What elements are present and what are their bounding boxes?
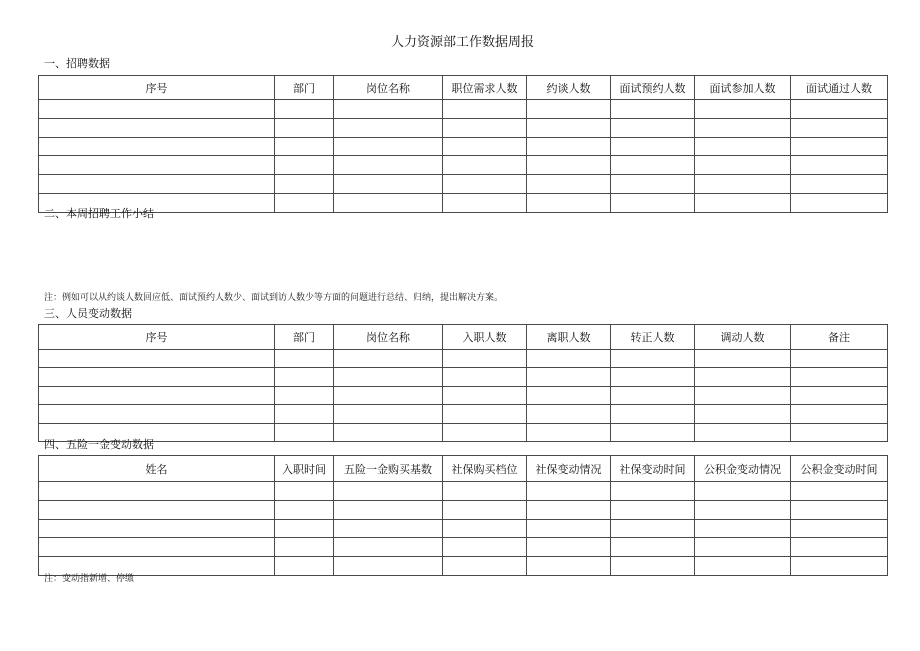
- personnel-table-cell: [527, 350, 611, 368]
- personnel-table-cell: [791, 423, 888, 441]
- insurance-table-cell: [275, 538, 334, 557]
- header-interview-attended: 面试参加人数: [695, 76, 791, 100]
- recruitment-table-cell: [791, 193, 888, 212]
- recruitment-table-row: [39, 175, 888, 194]
- recruitment-table: [38, 75, 888, 213]
- recruitment-table-cell: [275, 175, 334, 194]
- recruitment-table-cell: [39, 175, 275, 194]
- insurance-table-cell: [443, 557, 527, 576]
- header-transferred-count: 调动人数: [695, 325, 791, 350]
- recruitment-table-cell: [611, 137, 695, 156]
- recruitment-table-cell: [695, 118, 791, 137]
- insurance-table-row: [39, 500, 888, 519]
- recruitment-table-cell: [39, 137, 275, 156]
- personnel-table-cell: [695, 405, 791, 423]
- personnel-change-table: [38, 324, 888, 442]
- personnel-table-cell: [695, 350, 791, 368]
- insurance-table-cell: [695, 500, 791, 519]
- personnel-table-cell: [695, 423, 791, 441]
- personnel-table-cell: [695, 386, 791, 404]
- personnel-table-cell: [39, 386, 275, 404]
- insurance-table-cell: [527, 557, 611, 576]
- insurance-table-row: [39, 519, 888, 538]
- recruitment-table-cell: [791, 156, 888, 175]
- summary-writing-area: [38, 224, 887, 288]
- header-hire-date: 入职时间: [275, 456, 334, 482]
- personnel-table-cell: [275, 423, 334, 441]
- recruitment-table-cell: [334, 156, 443, 175]
- header-interview-scheduled: 面试预约人数: [611, 76, 695, 100]
- recruitment-table-cell: [275, 193, 334, 212]
- personnel-table-cell: [275, 386, 334, 404]
- personnel-table-cell: [334, 423, 443, 441]
- header-insurance-base: 五险一金购买基数: [334, 456, 443, 482]
- recruitment-table-row: [39, 156, 888, 175]
- document-title: 人力资源部工作数据周报: [390, 35, 534, 50]
- insurance-table-cell: [275, 519, 334, 538]
- header-housing-fund-change-date: 公积金变动时间: [791, 456, 888, 482]
- insurance-header-row: [39, 456, 888, 482]
- section-insurance-label: 四、五险一金变动数据: [44, 439, 154, 451]
- insurance-table-cell: [791, 538, 888, 557]
- recruitment-table-cell: [611, 175, 695, 194]
- header-social-security-change: 社保变动情况: [527, 456, 611, 482]
- insurance-table-cell: [39, 482, 275, 501]
- recruitment-table-cell: [334, 175, 443, 194]
- insurance-table-cell: [611, 500, 695, 519]
- section-recruitment-label: 一、招聘数据: [44, 58, 110, 70]
- personnel-table-cell: [39, 368, 275, 386]
- recruitment-header-row: [39, 76, 888, 100]
- personnel-table-cell: [791, 386, 888, 404]
- header-department: 部门: [275, 325, 334, 350]
- recruitment-table-cell: [39, 100, 275, 119]
- header-social-security-change-date: 社保变动时间: [611, 456, 695, 482]
- header-regularized-count: 转正人数: [611, 325, 695, 350]
- recruitment-table-cell: [275, 100, 334, 119]
- personnel-table-cell: [334, 386, 443, 404]
- recruitment-table-cell: [527, 175, 611, 194]
- recruitment-table-cell: [527, 156, 611, 175]
- recruitment-table-cell: [791, 100, 888, 119]
- recruitment-table-cell: [39, 118, 275, 137]
- recruitment-table-row: [39, 100, 888, 119]
- personnel-table-row: [39, 423, 888, 441]
- recruitment-table-cell: [443, 100, 527, 119]
- personnel-table-cell: [527, 386, 611, 404]
- recruitment-table-cell: [695, 193, 791, 212]
- personnel-table-cell: [334, 368, 443, 386]
- personnel-table-cell: [334, 405, 443, 423]
- insurance-table-cell: [275, 500, 334, 519]
- personnel-table-cell: [527, 423, 611, 441]
- insurance-table-cell: [791, 500, 888, 519]
- header-resigned-count: 离职人数: [527, 325, 611, 350]
- recruitment-table-cell: [695, 137, 791, 156]
- recruitment-table-cell: [791, 118, 888, 137]
- header-hired-count: 入职人数: [443, 325, 527, 350]
- recruitment-table-cell: [275, 137, 334, 156]
- recruitment-table-cell: [527, 118, 611, 137]
- insurance-table-cell: [611, 482, 695, 501]
- recruitment-table-cell: [39, 156, 275, 175]
- recruitment-table-cell: [791, 175, 888, 194]
- personnel-table-cell: [334, 350, 443, 368]
- personnel-table-cell: [611, 350, 695, 368]
- insurance-table-row: [39, 557, 888, 576]
- insurance-table-cell: [443, 500, 527, 519]
- insurance-table-cell: [695, 538, 791, 557]
- recruitment-table-cell: [275, 156, 334, 175]
- recruitment-table-cell: [611, 100, 695, 119]
- personnel-table-cell: [527, 368, 611, 386]
- recruitment-table-cell: [443, 193, 527, 212]
- insurance-table-cell: [695, 557, 791, 576]
- personnel-table-cell: [275, 350, 334, 368]
- insurance-table-cell: [695, 519, 791, 538]
- personnel-table-cell: [791, 405, 888, 423]
- personnel-table-cell: [611, 386, 695, 404]
- header-position-name: 岗位名称: [334, 76, 443, 100]
- personnel-table-cell: [791, 350, 888, 368]
- personnel-table-cell: [791, 368, 888, 386]
- recruitment-table-cell: [695, 156, 791, 175]
- recruitment-table-cell: [443, 175, 527, 194]
- insurance-table-cell: [334, 482, 443, 501]
- insurance-table-cell: [334, 519, 443, 538]
- personnel-table-cell: [443, 423, 527, 441]
- header-social-security-tier: 社保购买档位: [443, 456, 527, 482]
- personnel-table-row: [39, 368, 888, 386]
- header-remarks: 备注: [791, 325, 888, 350]
- header-department: 部门: [275, 76, 334, 100]
- insurance-table-cell: [275, 482, 334, 501]
- recruitment-table-cell: [443, 156, 527, 175]
- recruitment-table-cell: [695, 100, 791, 119]
- insurance-table-cell: [443, 519, 527, 538]
- insurance-table-cell: [39, 500, 275, 519]
- header-interview-passed: 面试通过人数: [791, 76, 888, 100]
- recruitment-table-cell: [527, 193, 611, 212]
- insurance-table-cell: [791, 557, 888, 576]
- header-housing-fund-change: 公积金变动情况: [695, 456, 791, 482]
- insurance-table-cell: [791, 519, 888, 538]
- personnel-table-cell: [695, 368, 791, 386]
- recruitment-table-cell: [611, 118, 695, 137]
- insurance-table-cell: [39, 538, 275, 557]
- personnel-table-cell: [611, 405, 695, 423]
- recruitment-table-cell: [334, 100, 443, 119]
- insurance-table-cell: [443, 482, 527, 501]
- recruitment-table-cell: [791, 137, 888, 156]
- insurance-table-cell: [527, 519, 611, 538]
- recruitment-table-cell: [695, 175, 791, 194]
- insurance-table-cell: [275, 557, 334, 576]
- insurance-table-cell: [611, 557, 695, 576]
- insurance-table-cell: [334, 500, 443, 519]
- personnel-table-cell: [275, 405, 334, 423]
- recruitment-table-row: [39, 193, 888, 212]
- insurance-table-cell: [611, 538, 695, 557]
- personnel-table-cell: [611, 368, 695, 386]
- personnel-table-row: [39, 386, 888, 404]
- insurance-table-cell: [695, 482, 791, 501]
- personnel-header-row: [39, 325, 888, 350]
- recruitment-table-cell: [334, 118, 443, 137]
- personnel-table-cell: [443, 368, 527, 386]
- recruitment-table-cell: [611, 193, 695, 212]
- recruitment-table-row: [39, 137, 888, 156]
- recruitment-table-cell: [443, 118, 527, 137]
- insurance-table-cell: [334, 557, 443, 576]
- personnel-table-row: [39, 350, 888, 368]
- insurance-table-cell: [791, 482, 888, 501]
- personnel-table-cell: [443, 386, 527, 404]
- personnel-table-row: [39, 405, 888, 423]
- header-serial-no: 序号: [39, 325, 275, 350]
- header-contacted-count: 约谈人数: [527, 76, 611, 100]
- recruitment-table-cell: [334, 193, 443, 212]
- recruitment-table-cell: [527, 137, 611, 156]
- header-position-name: 岗位名称: [334, 325, 443, 350]
- insurance-table-cell: [527, 500, 611, 519]
- recruitment-table-cell: [611, 156, 695, 175]
- personnel-table-cell: [611, 423, 695, 441]
- insurance-table-cell: [334, 538, 443, 557]
- header-serial-no: 序号: [39, 76, 275, 100]
- recruitment-table-cell: [443, 137, 527, 156]
- personnel-table-cell: [39, 405, 275, 423]
- section-personnel-label: 三、人员变动数据: [44, 308, 132, 320]
- recruitment-table-cell: [334, 137, 443, 156]
- insurance-table-cell: [527, 482, 611, 501]
- insurance-note: 注：变动指新增、停缴: [44, 573, 135, 583]
- recruitment-table-cell: [275, 118, 334, 137]
- insurance-table-cell: [39, 519, 275, 538]
- header-positions-required: 职位需求人数: [443, 76, 527, 100]
- insurance-table-cell: [443, 538, 527, 557]
- insurance-table-cell: [527, 538, 611, 557]
- recruitment-table-row: [39, 118, 888, 137]
- personnel-table-cell: [527, 405, 611, 423]
- personnel-table-cell: [443, 405, 527, 423]
- insurance-table-row: [39, 482, 888, 501]
- insurance-table-cell: [611, 519, 695, 538]
- insurance-change-table: [38, 455, 888, 576]
- recruitment-table-cell: [527, 100, 611, 119]
- summary-note: 注：例如可以从约谈人数回应低、面试预约人数少、面试到访人数少等方面的问题进行总结、归纳，提出解决方案。: [44, 292, 504, 302]
- personnel-table-cell: [443, 350, 527, 368]
- personnel-table-cell: [275, 368, 334, 386]
- header-name: 姓名: [39, 456, 275, 482]
- insurance-table-row: [39, 538, 888, 557]
- section-summary-label: 二、本周招聘工作小结: [44, 208, 154, 220]
- personnel-table-cell: [39, 350, 275, 368]
